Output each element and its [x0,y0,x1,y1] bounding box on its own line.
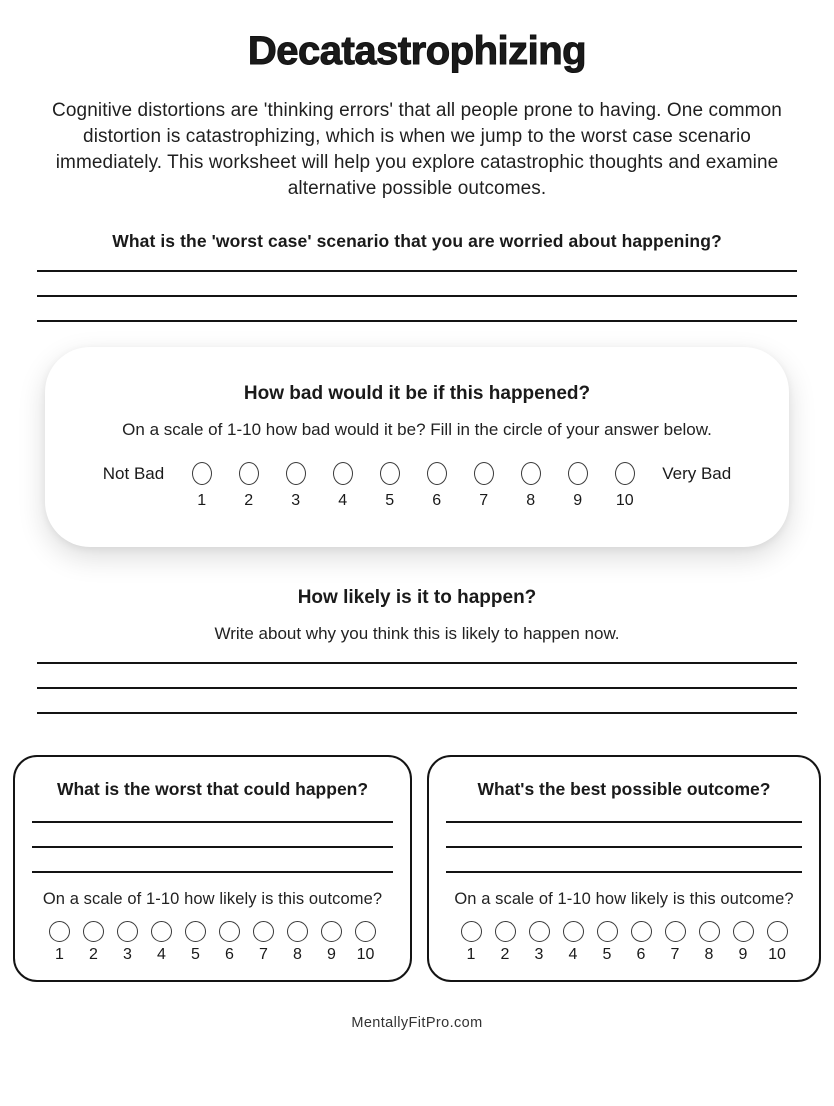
worst-outcome-scale-question: On a scale of 1-10 how likely is this outcome? [42,890,383,908]
scale-option-6[interactable] [213,921,247,964]
scale-circle[interactable] [521,462,541,485]
scale-circle[interactable] [665,921,686,942]
scale-number: 4 [568,946,578,963]
scale-number: 4 [338,492,348,509]
scale-option-7[interactable] [460,462,507,510]
scale-number: 9 [738,946,748,963]
how-bad-scale [45,462,789,510]
scale-circle[interactable] [355,921,376,942]
scale-number: 2 [500,946,510,963]
scale-option-3[interactable] [111,921,145,964]
how-likely-instruction: Write about why you think this is likely to happen now. [214,624,620,643]
answer-line[interactable] [37,272,797,297]
scale-number: 10 [768,946,786,963]
scale-option-9[interactable] [315,921,349,964]
scale-circle[interactable] [733,921,754,942]
answer-line[interactable] [37,644,797,664]
page-title: Decatastrophizing [247,29,587,73]
scale-option-5[interactable] [366,462,413,510]
scale-option-4[interactable] [319,462,366,510]
answer-line[interactable] [37,689,797,714]
intro-paragraph: Cognitive distortions are 'thinking errors' that all people prone to having. One common distortion is catastrophizing, which is when we jump to the worst case scenario immediately. This worksheet will help you explore catastrophic thoughts and examine alternative possible outcomes. [52,100,782,199]
answer-line[interactable] [446,800,802,823]
scale-number: 6 [636,946,646,963]
scale-circle[interactable] [597,921,618,942]
answer-line[interactable] [37,664,797,689]
scale-option-10[interactable] [760,921,794,964]
how-bad-instruction: On a scale of 1-10 how bad would it be? Fill in the circle of your answer below. [122,420,712,439]
scale-circle[interactable] [699,921,720,942]
worksheet-page [0,26,834,1106]
footer-website: MentallyFitPro.com [351,1015,483,1031]
scale-number: 5 [191,946,200,963]
scale-circle[interactable] [219,921,240,942]
scale-max-label: Very Bad [662,464,732,483]
scale-option-4[interactable] [556,921,590,964]
scale-circle[interactable] [495,921,516,942]
scale-option-8[interactable] [507,462,554,510]
scale-min-label: Not Bad [102,464,165,483]
scale-number: 1 [197,492,207,509]
answer-line[interactable] [32,848,393,873]
answer-line[interactable] [37,252,797,272]
scale-option-6[interactable] [413,462,460,510]
scale-number: 4 [157,946,166,963]
worst-case-question-heading: What is the 'worst case' scenario that you are worried about happening? [112,231,722,251]
scale-option-1[interactable] [178,462,225,510]
best-outcome-scale [429,921,819,964]
scale-circle[interactable] [461,921,482,942]
best-outcome-answer-lines [446,800,802,873]
scale-number: 1 [55,946,64,963]
how-likely-answer-lines [37,644,797,714]
how-likely-heading: How likely is it to happen? [297,587,537,608]
scale-option-9[interactable] [726,921,760,964]
answer-line[interactable] [446,823,802,848]
scale-option-3[interactable] [522,921,556,964]
scale-number: 6 [432,492,442,509]
scale-circle[interactable] [333,462,353,485]
how-likely-section [0,587,834,714]
scale-number: 5 [602,946,612,963]
best-outcome-box [427,755,821,982]
scale-option-2[interactable] [77,921,111,964]
scale-circle[interactable] [321,921,342,942]
scale-option-7[interactable] [247,921,281,964]
scale-number: 1 [466,946,476,963]
how-bad-heading: How bad would it be if this happened? [243,383,591,404]
scale-option-8[interactable] [281,921,315,964]
scale-number: 9 [573,492,583,509]
scale-circle[interactable] [117,921,138,942]
scale-number: 3 [534,946,544,963]
scale-circle[interactable] [474,462,494,485]
worst-outcome-heading: What is the worst that could happen? [56,779,369,799]
scale-number: 10 [356,946,375,963]
scale-option-10[interactable] [349,921,383,964]
worst-outcome-box [13,755,412,982]
scale-option-5[interactable] [179,921,213,964]
scale-option-10[interactable] [601,462,648,510]
scale-circle[interactable] [427,462,447,485]
scale-circle[interactable] [529,921,550,942]
scale-number: 3 [123,946,132,963]
scale-circle[interactable] [192,462,212,485]
scale-number: 3 [291,492,301,509]
worst-outcome-answer-lines [32,800,393,873]
scale-number: 8 [704,946,714,963]
best-outcome-heading: What's the best possible outcome? [477,779,771,799]
scale-option-8[interactable] [692,921,726,964]
worst-outcome-scale [15,921,410,964]
answer-line[interactable] [37,297,797,322]
best-outcome-scale-question: On a scale of 1-10 how likely is this outcome? [454,890,794,908]
scale-number: 8 [526,492,536,509]
scale-circle[interactable] [286,462,306,485]
answer-line[interactable] [446,848,802,873]
scale-number: 9 [327,946,336,963]
scale-number: 7 [479,492,489,509]
scale-number: 8 [293,946,302,963]
answer-line[interactable] [32,800,393,823]
scale-circle[interactable] [767,921,788,942]
scale-circle[interactable] [615,462,635,485]
scale-number: 2 [244,492,254,509]
scale-number: 6 [225,946,234,963]
scale-number: 5 [385,492,395,509]
scale-option-7[interactable] [658,921,692,964]
scale-option-9[interactable] [554,462,601,510]
how-bad-card [45,347,789,547]
scale-option-6[interactable] [624,921,658,964]
scale-option-2[interactable] [225,462,272,510]
scale-option-1[interactable] [454,921,488,964]
scale-option-2[interactable] [488,921,522,964]
scale-number: 7 [670,946,680,963]
scale-circle[interactable] [239,462,259,485]
scale-circle[interactable] [568,462,588,485]
scale-circle[interactable] [380,462,400,485]
scale-option-1[interactable] [43,921,77,964]
scale-circle[interactable] [287,921,308,942]
scale-option-4[interactable] [145,921,179,964]
scale-circle[interactable] [185,921,206,942]
scale-number: 7 [259,946,268,963]
scale-option-3[interactable] [272,462,319,510]
scale-circle[interactable] [563,921,584,942]
scale-circle[interactable] [49,921,70,942]
scale-circle[interactable] [83,921,104,942]
outcome-boxes [13,755,821,982]
scale-circle[interactable] [151,921,172,942]
scale-option-5[interactable] [590,921,624,964]
scale-number: 2 [89,946,98,963]
scale-circle[interactable] [631,921,652,942]
worst-case-answer-lines [37,252,797,322]
scale-number: 10 [615,492,634,509]
scale-circle[interactable] [253,921,274,942]
answer-line[interactable] [32,823,393,848]
